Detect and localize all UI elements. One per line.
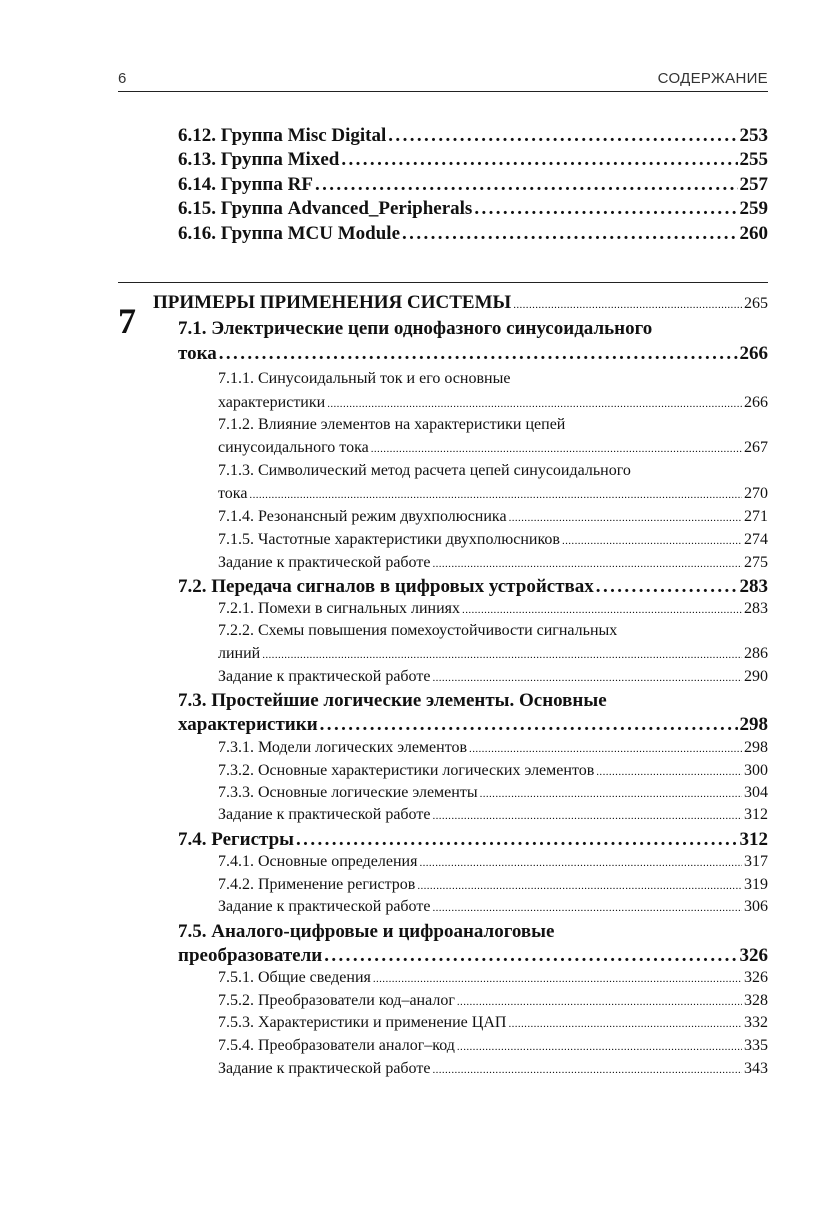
toc-entry-7-3-1[interactable]: [218, 739, 768, 757]
toc-entry-7-1-task[interactable]: [218, 554, 768, 572]
toc-page: 304: [744, 784, 768, 801]
toc-label: синусоидального тока: [218, 439, 369, 456]
toc-entry-7-5-3[interactable]: [218, 1014, 768, 1032]
toc-label: 7.5.3. Характеристики и применение ЦАП: [218, 1014, 507, 1031]
toc-label: 7.1.4. Резонансный режим двухполюсника: [218, 508, 507, 525]
toc-label: 7.2.1. Помехи в сигнальных линиях: [218, 600, 461, 617]
dot-leader: [432, 1064, 742, 1076]
dot-leader: [513, 299, 742, 311]
running-title: СОДЕРЖАНИЕ: [657, 70, 768, 87]
dot-leader: [419, 857, 742, 869]
toc-page: 343: [744, 1060, 768, 1077]
toc-page: 328: [744, 992, 768, 1009]
toc-page: 274: [744, 531, 768, 548]
toc-entry-7-2[interactable]: [178, 576, 768, 598]
toc-label: 7.3.3. Основные логические элементы: [218, 784, 478, 801]
toc-page: 283: [744, 600, 768, 617]
toc-label: 7.5.1. Общие сведения: [218, 969, 371, 986]
toc-page: 326: [744, 969, 768, 986]
header-rule: [118, 91, 768, 92]
toc-entry-7-1[interactable]: [178, 343, 768, 365]
toc-entry-7-1-2-line1[interactable]: 7.1.2. Влияние элементов на характеристики цепей: [218, 416, 566, 433]
toc-page: 298: [744, 739, 768, 756]
dot-leader: [249, 489, 742, 501]
dot-leader: [432, 902, 742, 914]
toc-page: 319: [744, 876, 768, 893]
toc-page: 326: [739, 945, 768, 966]
dot-leader: [219, 343, 738, 365]
toc-label: 7.1.5. Частотные характеристики двухполюсников: [218, 531, 560, 548]
dot-leader: [432, 810, 742, 822]
dot-leader: [388, 125, 737, 147]
dot-leader: [262, 649, 742, 661]
dot-leader: [402, 223, 737, 245]
toc-entry-6-15[interactable]: [178, 198, 768, 220]
toc-label: характеристики: [178, 714, 318, 735]
toc-page: 270: [744, 485, 768, 502]
toc-label: характеристики: [218, 394, 326, 411]
toc-entry-7-3[interactable]: [178, 714, 768, 736]
toc-page: 266: [739, 343, 768, 364]
toc-label: 6.12. Группа Misc Digital: [178, 125, 387, 146]
chapter-rule: [118, 282, 768, 283]
toc-page: 259: [739, 198, 768, 219]
toc-label: 7.3.1. Модели логических элементов: [218, 739, 468, 756]
toc-entry-7-1-2[interactable]: [218, 439, 768, 457]
dot-leader: [371, 443, 742, 455]
toc-label: Задание к практической работе: [218, 898, 431, 915]
page-number: 6: [118, 70, 127, 87]
dot-leader: [457, 996, 742, 1008]
toc-entry-6-12[interactable]: [178, 125, 768, 147]
toc-entry-7-1-5[interactable]: [218, 531, 768, 549]
toc-page: 312: [744, 806, 768, 823]
toc-label: Задание к практической работе: [218, 554, 431, 571]
toc-label: Задание к практической работе: [218, 806, 431, 823]
dot-leader: [432, 672, 742, 684]
toc-entry-6-14[interactable]: [178, 174, 768, 196]
chapter-title: ПРИМЕРЫ ПРИМЕНЕНИЯ СИСТЕМЫ: [153, 292, 512, 313]
toc-entry-6-16[interactable]: [178, 223, 768, 245]
toc-entry-7-3-line1[interactable]: 7.3. Простейшие логические элементы. Основные: [178, 690, 607, 711]
toc-page: 317: [744, 853, 768, 870]
toc-entry-7-1-line1[interactable]: 7.1. Электрические цепи однофазного синусоидального: [178, 318, 653, 339]
dot-leader: [315, 174, 738, 196]
dot-leader: [469, 743, 742, 755]
toc-label: 7.2. Передача сигналов в цифровых устройствах: [178, 576, 594, 597]
dot-leader: [596, 766, 742, 778]
toc-page: 266: [744, 394, 768, 411]
toc-label: Задание к практической работе: [218, 668, 431, 685]
toc-page: 298: [739, 714, 768, 735]
toc-label: 7.3.2. Основные характеристики логических элементов: [218, 762, 595, 779]
dot-leader: [508, 1018, 742, 1030]
toc-entry-7-5-1[interactable]: [218, 969, 768, 987]
dot-leader: [562, 535, 742, 547]
toc-entry-7-1-3[interactable]: [218, 485, 768, 503]
toc-label: 7.5.4. Преобразователи аналог–код: [218, 1037, 455, 1054]
dot-leader: [417, 880, 742, 892]
toc-label: тока: [178, 343, 217, 364]
toc-entry-7-4-task[interactable]: [218, 898, 768, 916]
toc-entry-7-5[interactable]: [178, 945, 768, 967]
toc-page: 312: [739, 829, 768, 850]
dot-leader: [509, 512, 742, 524]
toc-entry-7-4[interactable]: [178, 829, 768, 851]
toc-label: 6.14. Группа RF: [178, 174, 313, 195]
toc-label: 6.13. Группа Mixed: [178, 149, 340, 170]
toc-page: 286: [744, 645, 768, 662]
toc-page: 253: [739, 125, 768, 146]
toc-label: 7.5.2. Преобразователи код–аналог: [218, 992, 455, 1009]
toc-entry-7-3-task[interactable]: [218, 806, 768, 824]
dot-leader: [324, 945, 737, 967]
toc-page: 290: [744, 668, 768, 685]
dot-leader: [596, 576, 738, 598]
toc-entry-7-2-task[interactable]: [218, 668, 768, 686]
toc-label: преобразователи: [178, 945, 323, 966]
toc-entry-7-5-2[interactable]: [218, 992, 768, 1010]
toc-label: 7.4.1. Основные определения: [218, 853, 418, 870]
toc-entry-7-1-4[interactable]: [218, 508, 768, 526]
toc-label: 7.4.2. Применение регистров: [218, 876, 416, 893]
toc-entry-7-5-task[interactable]: [218, 1060, 768, 1078]
chapter-number: 7: [118, 301, 136, 341]
toc-label: 7.4. Регистры: [178, 829, 295, 850]
toc-page: 255: [739, 149, 768, 170]
toc-page: 332: [744, 1014, 768, 1031]
toc-page: 267: [744, 439, 768, 456]
toc-page: 265: [744, 295, 768, 312]
toc-entry-7-1-1-line1[interactable]: 7.1.1. Синусоидальный ток и его основные: [218, 370, 511, 387]
toc-entry-7-1-3-line1[interactable]: 7.1.3. Символический метод расчета цепей синусоидального: [218, 462, 631, 479]
dot-leader: [457, 1041, 742, 1053]
toc-label: 6.16. Группа MCU Module: [178, 223, 401, 244]
toc-entry-6-13[interactable]: [178, 149, 768, 171]
dot-leader: [462, 604, 742, 616]
toc-label: линий: [218, 645, 261, 662]
toc-entry-7-3-3[interactable]: [218, 784, 768, 802]
toc-entry-7-3-2[interactable]: [218, 762, 768, 780]
dot-leader: [341, 149, 737, 171]
toc-entry-7-2-1[interactable]: [218, 600, 768, 618]
toc-entry-7-5-4[interactable]: [218, 1037, 768, 1055]
toc-label: Задание к практической работе: [218, 1060, 431, 1077]
dot-leader: [296, 829, 737, 851]
toc-page: 306: [744, 898, 768, 915]
toc-entry-chapter-7[interactable]: [153, 292, 768, 314]
toc-page: 275: [744, 554, 768, 571]
toc-entry-7-5-line1[interactable]: 7.5. Аналого-цифровые и цифроаналоговые: [178, 921, 555, 942]
toc-entry-7-2-2-line1[interactable]: 7.2.2. Схемы повышения помехоустойчивости сигнальных: [218, 622, 618, 639]
toc-page: 283: [739, 576, 768, 597]
dot-leader: [432, 558, 742, 570]
toc-entry-7-2-2[interactable]: [218, 645, 768, 663]
dot-leader: [480, 788, 742, 800]
dot-leader: [327, 398, 742, 410]
toc-entry-7-1-1[interactable]: [218, 394, 768, 412]
toc-page: 335: [744, 1037, 768, 1054]
toc-label: 6.15. Группа Advanced_Peripherals: [178, 198, 473, 219]
toc-page: 271: [744, 508, 768, 525]
toc-page: 257: [739, 174, 768, 195]
dot-leader: [474, 198, 737, 220]
toc-entry-7-4-1[interactable]: [218, 853, 768, 871]
toc-entry-7-4-2[interactable]: [218, 876, 768, 894]
toc-page: 260: [739, 223, 768, 244]
toc-label: тока: [218, 485, 248, 502]
dot-leader: [320, 714, 738, 736]
dot-leader: [373, 973, 742, 985]
toc-page: 300: [744, 762, 768, 779]
